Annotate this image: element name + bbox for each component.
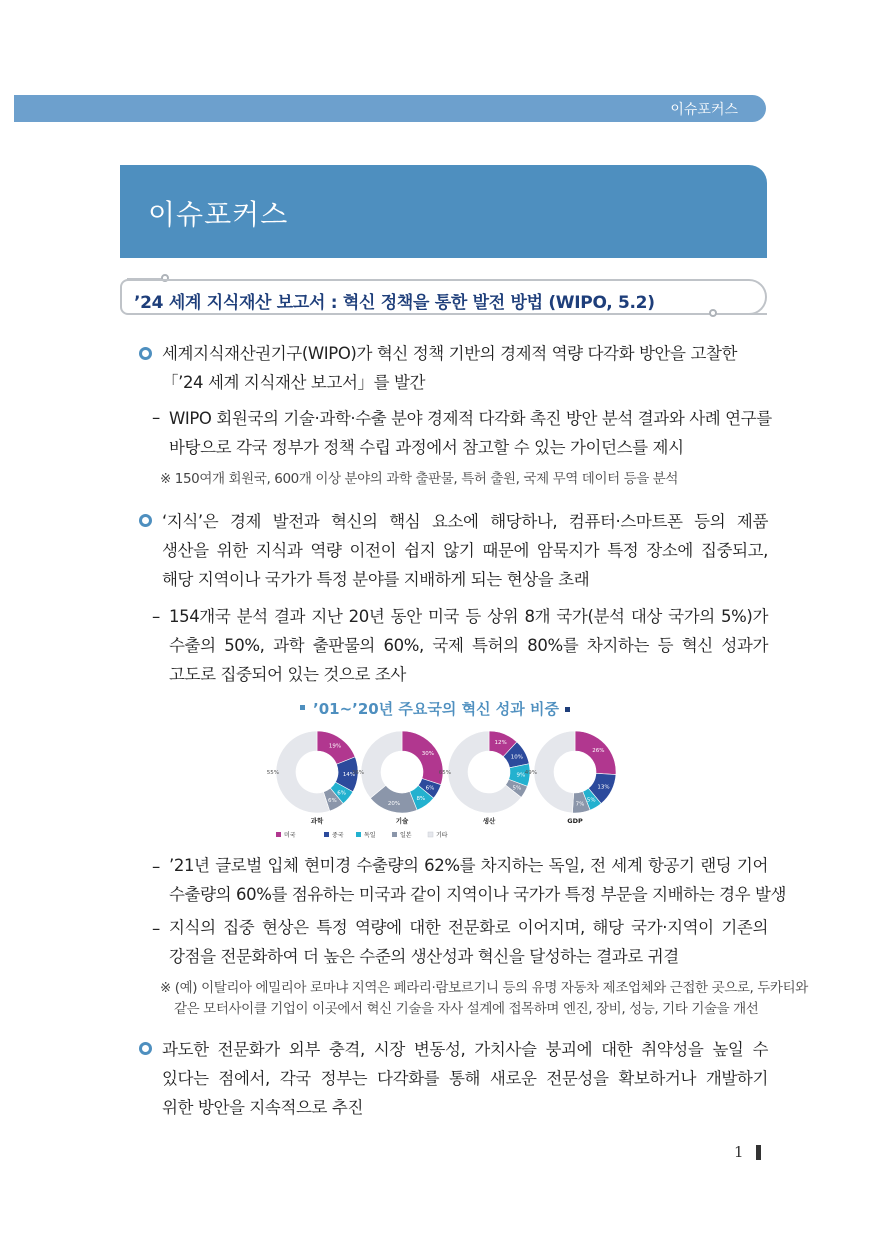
headline-bottom-connector — [717, 313, 767, 315]
title-square-icon — [300, 705, 305, 710]
page-marker-bar — [756, 1145, 761, 1160]
slice-value-label: 6% — [425, 785, 435, 792]
slice-value-label: 55% — [266, 770, 279, 776]
dash-marker: – — [152, 607, 161, 626]
dash-paragraph-2 — [169, 602, 768, 689]
chart-category-label: GDP — [567, 817, 583, 825]
legend-label: 중국 — [332, 832, 344, 839]
text-line: 과도한 전문화가 외부 충격, 시장 변동성, 가치사슬 붕괴에 대한 취약성을 높일 수 — [162, 1040, 768, 1059]
bullet-paragraph-1 — [162, 339, 768, 397]
dash-marker: – — [152, 857, 161, 876]
slice-value-label: 7% — [575, 801, 585, 808]
bullet-icon — [139, 1042, 152, 1055]
bullet-paragraph-2 — [162, 507, 768, 594]
slice-value-label: 9% — [516, 772, 526, 779]
dash-paragraph-3 — [169, 851, 787, 909]
article-headline: ’24 세계 지식재산 보고서 : 혁신 정책을 통한 발전 방법 (WIPO, 5.2) — [134, 293, 655, 313]
text-line: ※ (예) 이탈리아 에밀리아 로마냐 지역은 페라리·람보르기니 등의 유명 자동차 제조업체와 근접한 곳으로, 두카티와 — [160, 980, 808, 996]
slice-value-label: 49% — [524, 770, 537, 776]
legend-swatch — [324, 832, 329, 837]
text-line: 같은 모터사이클 기업이 이곳에서 혁신 기술을 자사 설계에 접목하며 엔진, 장비, 성능, 기타 기술을 개선 — [174, 1001, 759, 1017]
slice-value-label: 6% — [337, 790, 347, 797]
text-line: 「’24 세계 지식재산 보고서」를 발간 — [162, 373, 426, 392]
slice-value-label: 12% — [494, 740, 507, 747]
slice-value-label: 36% — [351, 770, 364, 776]
headline-box — [120, 279, 767, 315]
slice-value-label: 10% — [510, 754, 523, 761]
text-line: ‘지식’은 경제 발전과 혁신의 핵심 요소에 해당하나, 컴퓨터·스마트폰 등의 제품 — [162, 512, 768, 531]
text-line: 수출의 50%, 과학 출판물의 60%, 국제 특허의 80%를 차지하는 등 혁신 성과가 — [169, 636, 768, 655]
page-title: 이슈포커스 — [148, 198, 289, 231]
slice-value-label: 5% — [512, 785, 522, 792]
donut-slice — [402, 731, 443, 785]
legend-label: 독일 — [364, 832, 376, 839]
header-band — [14, 95, 766, 122]
slice-value-label: 65% — [438, 770, 451, 776]
slice-value-label: 20% — [387, 800, 401, 807]
legend-swatch — [428, 832, 433, 837]
slice-value-label: 5% — [586, 797, 596, 804]
headline-bottom-dot — [709, 309, 717, 317]
donut-slice — [534, 731, 575, 813]
bullet-icon — [139, 514, 152, 527]
legend-swatch — [276, 832, 281, 837]
legend-label: 미국 — [284, 832, 296, 839]
chart-title — [300, 698, 570, 719]
slice-value-label: 19% — [328, 743, 342, 750]
title-banner — [120, 165, 767, 258]
title-square-icon — [565, 707, 570, 712]
text-line: 생산을 위한 지식과 역량 이전이 쉽지 않기 때문에 암묵지가 특정 장소에 집중되고, — [162, 541, 768, 560]
text-line: 수출량의 60%를 점유하는 미국과 같이 지역이나 국가가 특정 부문을 지배하는 경우 발생 — [169, 885, 787, 904]
chart-title-text: ’01~’20년 주요국의 혁신 성과 비중 — [313, 700, 559, 718]
donut-charts — [262, 724, 626, 846]
legend-swatch — [392, 832, 397, 837]
text-line: 세계지식재산권기구(WIPO)가 혁신 정책 기반의 경제적 역량 다각화 방안을 고찰한 — [162, 344, 738, 363]
donut-slice — [361, 731, 402, 798]
text-line: 있다는 점에서, 각국 정부는 다각화를 통해 새로운 전문성을 확보하거나 개발하기 — [162, 1069, 768, 1088]
dash-marker: – — [152, 408, 161, 427]
slice-value-label: 8% — [416, 795, 426, 802]
chart-category-label: 생산 — [482, 817, 496, 825]
dash-marker: – — [152, 919, 161, 938]
bullet-icon — [139, 347, 152, 360]
text-line: 바탕으로 각국 정부가 정책 수립 과정에서 참고할 수 있는 가이던스를 제시 — [169, 438, 684, 457]
slice-value-label: 26% — [592, 748, 605, 755]
page-number: 1 — [734, 1143, 744, 1161]
chart-category-label: 과학 — [310, 817, 324, 825]
section-tab-label: 이슈포커스 — [670, 102, 738, 118]
text-line: 해당 지역이나 국가가 특정 분야를 지배하게 되는 현상을 초래 — [162, 570, 590, 589]
bullet-paragraph-3 — [162, 1035, 768, 1122]
text-line: 강점을 전문화하여 더 높은 수준의 생산성과 혁신을 달성하는 결과로 귀결 — [169, 947, 679, 966]
slice-value-label: 13% — [597, 784, 610, 791]
legend-label: 기타 — [436, 832, 448, 839]
text-line: 지식의 집중 현상은 특정 역량에 대한 전문화로 이어지며, 해당 국가·지역이 기존의 — [169, 918, 768, 937]
text-line: ※ 150여개 회원국, 600개 이상 분야의 과학 출판물, 특허 출원, 국제 무역 데이터 등을 분석 — [160, 471, 679, 487]
text-line: 위한 방안을 지속적으로 추진 — [162, 1098, 364, 1117]
text-line: WIPO 회원국의 기술·과학·수출 분야 경제적 다각화 촉진 방안 분석 결과와 사례 연구를 — [169, 409, 772, 428]
dash-paragraph-1 — [169, 404, 772, 462]
slice-value-label: 14% — [342, 772, 356, 779]
footnote-2 — [160, 978, 808, 1020]
text-line: ’21년 글로벌 입체 현미경 수출량의 62%를 차지하는 독일, 전 세계 항공기 랜딩 기어 — [169, 856, 768, 875]
text-line: 고도로 집중되어 있는 것으로 조사 — [169, 665, 406, 684]
donut-chart-panel — [262, 724, 626, 846]
footnote-1 — [160, 469, 760, 490]
legend-swatch — [356, 832, 361, 837]
slice-value-label: 6% — [328, 798, 337, 805]
dash-paragraph-4 — [169, 913, 768, 971]
legend-label: 일본 — [400, 832, 412, 839]
text-line: 154개국 분석 결과 지난 20년 동안 미국 등 상위 8개 국가(분석 대상 국가의 5%)가 — [169, 607, 768, 626]
slice-value-label: 30% — [421, 751, 435, 758]
chart-category-label: 기술 — [395, 817, 409, 825]
